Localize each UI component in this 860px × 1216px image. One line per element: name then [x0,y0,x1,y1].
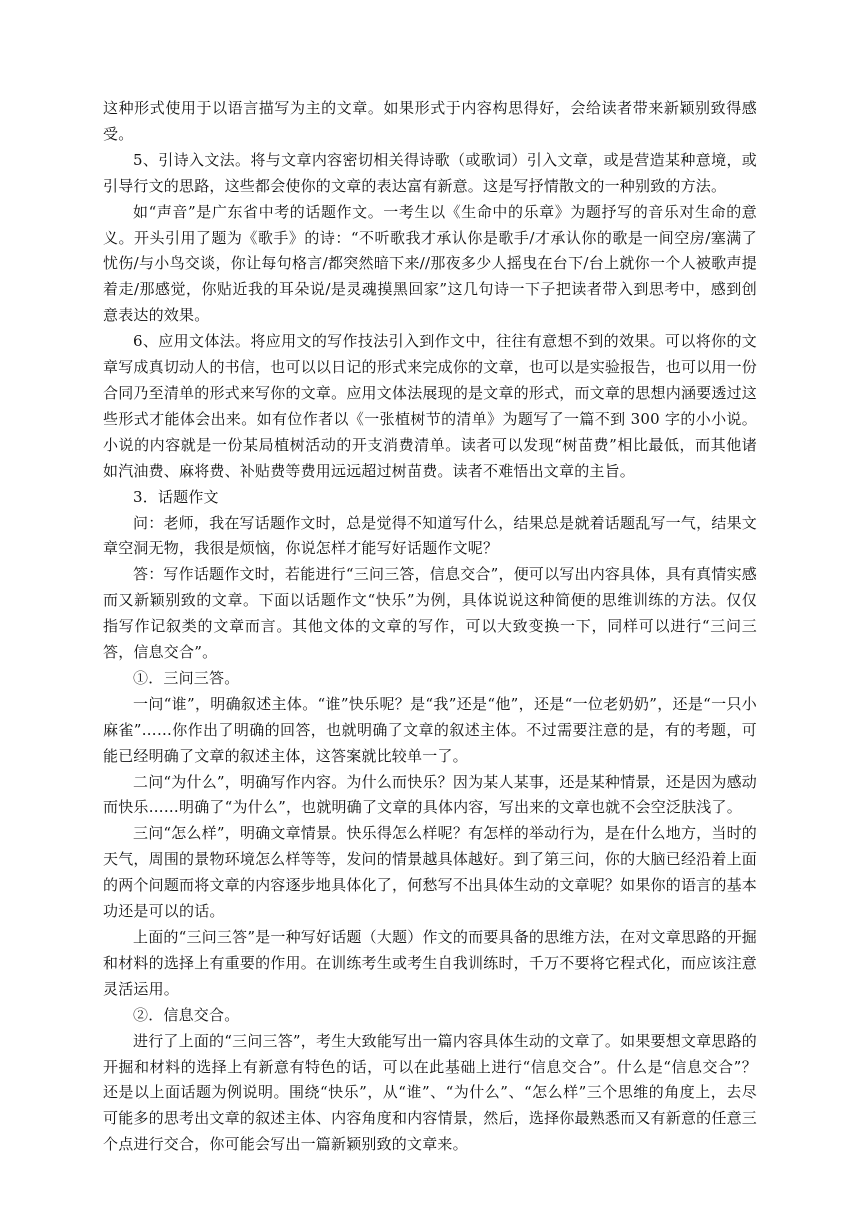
paragraph: 一问“谁”，明确叙述主体。“谁”快乐呢？是“我”还是“他”，还是“一位老奶奶”，还是“一只小麻雀”……你作出了明确的回答，也就明确了文章的叙述主体。不过需要注意的是，有的考题，可能已经明确了文章的叙述主体，这答案就比较单一了。 [103,694,757,765]
paragraph: 6、应用文体法。将应用文的写作技法引入到作文中，往往有意想不到的效果。可以将你的文章写成真切动人的书信，也可以以日记的形式来完成你的文章，也可以是实验报告，也可以用一份合同乃至清单的形式来写你的文章。应用文体法展现的是文章的形式，而文章的思想内涵要透过这些形式才能体会出来。如有位作者以《一张植树节的清单》为题写了一篇不到 300 字的小小说。小说的内容就是一份某局植树活动的开支消费清单。读者可以发现“树苗费”相比最低，而其他诸如汽油费、麻将费、补贴费等费用远远超过树苗费。读者不难悟出文章的主旨。 [103,332,757,480]
paragraph: 上面的“三问三答”是一种写好话题（大题）作文的而要具备的思维方法，在对文章思路的开掘和材料的选择上有重要的作用。在训练考生或考生自我训练时，千万不要将它程式化，而应该注意灵活运用。 [103,928,757,998]
section-heading: 3．话题作文 [133,487,219,506]
paragraph: 这种形式使用于以语言描写为主的文章。如果形式于内容构思得好，会给读者带来新颖别致得感受。 [103,99,757,143]
subsection-heading: ②．信息交合。 [133,1005,240,1024]
paragraph: 进行了上面的“三问三答”，考生大致能写出一篇内容具体生动的文章了。如果要想文章思路的开掘和材料的选择上有新意有特色的话，可以在此基础上进行“信息交合”。什么是“信息交合”？还是以上面话题为例说明。围绕“快乐”，从“谁”、“为什么”、“怎么样”三个思维的角度上，去尽可能多的思考出文章的叙述主体、内容角度和内容情景，然后，选择你最熟悉而又有新意的任意三个点进行交合，你可能会写出一篇新颖别致的文章来。 [103,1031,757,1154]
answer-paragraph: 答：写作话题作文时，若能进行“三问三答，信息交合”，便可以写出内容具体，具有真情实感而又新颖别致的文章。下面以话题作文“快乐”为例，具体说说这种简便的思维训练的方法。仅仅指写作记叙类的文章而言。其他文体的文章的写作，可以大致变换一下，同样可以进行“三问三答，信息交合”。 [103,565,757,662]
paragraph: 二问“为什么”，明确写作内容。为什么而快乐？因为某人某事，还是某种情景，还是因为感动而快乐……明确了“为什么”，也就明确了文章的具体内容，写出来的文章也就不会空泛肤浅了。 [103,772,757,817]
paragraph: 5、引诗入文法。将与文章内容密切相关得诗歌（或歌词）引入文章，或是营造某种意境，或引导行文的思路，这些都会使你的文章的表达富有新意。这是写抒情散文的一种别致的方法。 [103,150,757,195]
paragraph: 如“声音”是广东省中考的话题作文。一考生以《生命中的乐章》为题抒写的音乐对生命的意义。开头引用了题为《歌手》的诗：“不听歌我才承认你是歌手/才承认你的歌是一间空房/塞满了忧伤/与小鸟交谈，你让每句格言/都突然暗下来//那夜多少人摇曳在台下/台上就你一个人被歌声提着走/那感觉，你贴近我的耳朵说/是灵魂摸黑回家”这几句诗一下子把读者带入到思考中，感到创意表达的效果。 [103,202,757,325]
document-body [103,96,757,1158]
subsection-heading: ①．三问三答。 [133,668,240,687]
question-paragraph: 问：老师，我在写话题作文时，总是觉得不知道写什么，结果总是就着话题乱写一气，结果文章空洞无物，我很是烦恼，你说怎样才能写好话题作文呢？ [103,513,757,558]
paragraph: 三问“怎么样”，明确文章情景。快乐得怎么样呢？有怎样的举动行为，是在什么地方，当时的天气，周围的景物环境怎么样等等，发问的情景越具体越好。到了第三问，你的大脑已经沿着上面的两个问题而将文章的内容逐步地具体化了，何愁写不出具体生动的文章呢？如果你的语言的基本功还是可以的话。 [103,824,757,921]
